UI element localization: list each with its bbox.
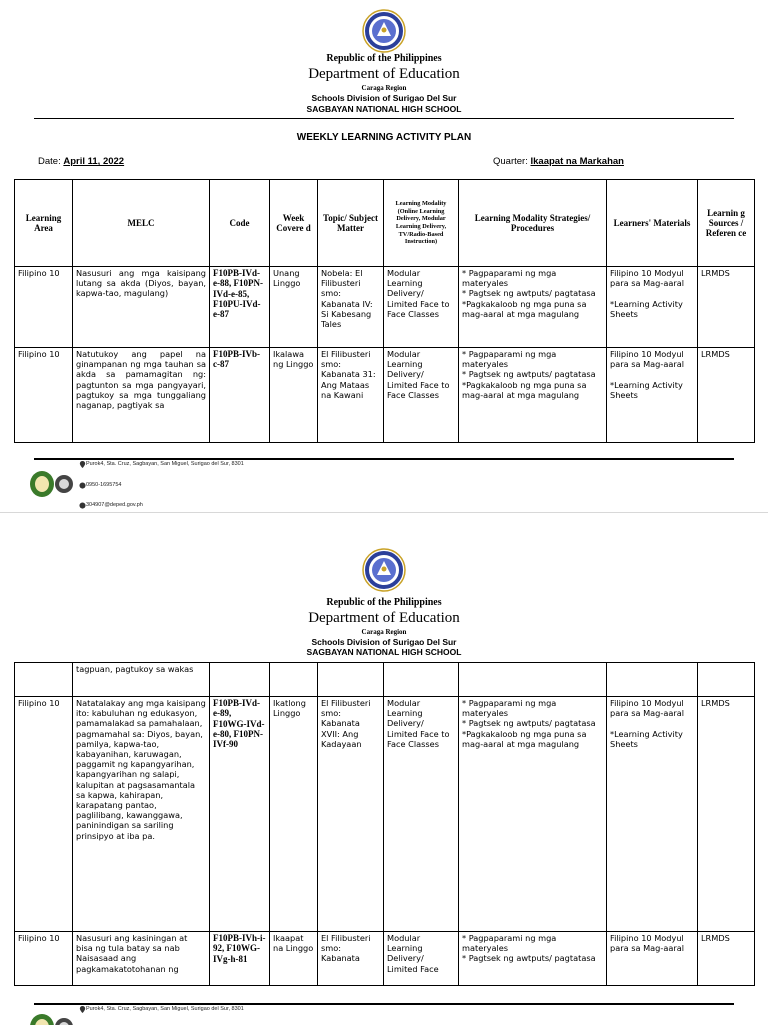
date-value: April 11, 2022 bbox=[63, 156, 125, 167]
cell-materials: Filipino 10 Modyul para sa Mag-aaral *Learning Activity Sheets bbox=[607, 348, 698, 443]
cell-topic: Nobela: El Filibusteri smo: Kabanata IV: Si Kabesang Tales bbox=[318, 267, 384, 348]
date-label: Date: bbox=[38, 156, 61, 167]
deped-seal-icon bbox=[356, 8, 412, 54]
footer-rule bbox=[34, 1003, 734, 1005]
division-heading: Schools Division of Surigao Del Sur bbox=[311, 637, 457, 647]
col-topic: Topic/ Subject Matter bbox=[318, 180, 384, 267]
table-row bbox=[15, 267, 755, 348]
cell-strategies bbox=[459, 663, 607, 697]
plan-title: WEEKLY LEARNING ACTIVITY PLAN bbox=[296, 132, 472, 143]
region-heading: Caraga Region bbox=[361, 628, 407, 636]
col-code: Code bbox=[210, 180, 270, 267]
cell-modality: Modular Learning Delivery/ Limited Face to Face Classes bbox=[384, 697, 459, 932]
table-row bbox=[15, 697, 755, 932]
cell-strategies: * Pagpaparami ng mga materyales * Pagtsek ng awtputs/ pagtatasa *Pagkakaloob ng mga puna sa mag-aaral at mga magulang bbox=[459, 348, 607, 443]
cell-topic: El Filibusteri smo: Kabanata 31: Ang Mataas na Kawani bbox=[318, 348, 384, 443]
cell-week: Ikaapat na Linggo bbox=[270, 932, 318, 986]
cell-melc: Natutukoy ang papel na ginampanan ng mga tauhan sa akda sa pamamagitan ng: pagtunton sa mga pangyayari, pagtukoy sa mga tunggaliang naganap, pagtiyak sa bbox=[73, 348, 210, 443]
header-rule bbox=[34, 118, 734, 119]
cell-materials: Filipino 10 Modyul para sa Mag-aaral *Learning Activity Sheets bbox=[607, 697, 698, 932]
table-header-row bbox=[15, 180, 755, 267]
republic-heading: Republic of the Philippines bbox=[326, 53, 442, 64]
cell-week: Ikatlong Linggo bbox=[270, 697, 318, 932]
cell-area: Filipino 10 bbox=[15, 697, 73, 932]
col-week: Week Covere d bbox=[270, 180, 318, 267]
cell-topic: El Filibusteri smo: Kabanata XVII: Ang Kadayaan bbox=[318, 697, 384, 932]
footer-rule bbox=[34, 458, 734, 460]
page-2 bbox=[0, 512, 768, 1025]
email-icon bbox=[79, 502, 86, 509]
school-heading: SAGBAYAN NATIONAL HIGH SCHOOL bbox=[306, 647, 462, 657]
cell-week bbox=[270, 663, 318, 697]
cell-code: F10PB-IVh-i-92, F10WG-IVg-h-81 bbox=[210, 932, 270, 986]
region-heading: Caraga Region bbox=[361, 84, 407, 92]
cell-code: F10PB-IVd-e-89, F10WG-IVd-e-80, F10PN-IVf-90 bbox=[210, 697, 270, 932]
footer-email: 304907@deped.gov.ph bbox=[86, 502, 143, 508]
division-heading: Schools Division of Surigao Del Sur bbox=[311, 93, 457, 103]
col-materials: Learners' Materials bbox=[607, 180, 698, 267]
footer-address: Purok4, Sta. Cruz, Sagbayan, San Miguel, Surigao del Sur, 8301 bbox=[86, 1006, 244, 1012]
cell-area: Filipino 10 bbox=[15, 348, 73, 443]
school-heading: SAGBAYAN NATIONAL HIGH SCHOOL bbox=[306, 104, 462, 114]
location-icon bbox=[79, 461, 86, 468]
date-line bbox=[38, 156, 124, 167]
cell-week: Ikalawa ng Linggo bbox=[270, 348, 318, 443]
quarter-label: Quarter: bbox=[493, 156, 528, 167]
cell-area: Filipino 10 bbox=[15, 267, 73, 348]
deped-seal-icon bbox=[356, 547, 412, 593]
cell-modality bbox=[384, 663, 459, 697]
location-icon bbox=[79, 1006, 86, 1013]
cell-code: F10PB-IVb-c-87 bbox=[210, 348, 270, 443]
cell-melc: Natatalakay ang mga kaisipang ito: kabuluhan ng edukasyon, pamamalakad sa pamahalaan, pagmamahal sa: Diyos, bayan, pamilya, kapwa-tao, kabayanihan, karuwagan, paggamit ng kapangyarihan, kapangyarihan ng salapi, kalupitan at pagsasamantala sa kapwa, kahirapan, karapatang pantao, paglilibang, kawanggawa, paninindigan sa sariling prinsipyo at iba pa. bbox=[73, 697, 210, 932]
col-strategies: Learning Modality Strategies/ Procedures bbox=[459, 180, 607, 267]
cell-materials bbox=[607, 663, 698, 697]
cell-modality: Modular Learning Delivery/ Limited Face to Face Classes bbox=[384, 348, 459, 443]
col-sources: Learnin g Sources / Referen ce bbox=[698, 180, 755, 267]
cell-topic bbox=[318, 663, 384, 697]
cell-sources bbox=[698, 663, 755, 697]
cell-modality: Modular Learning Delivery/ Limited Face to Face Classes bbox=[384, 267, 459, 348]
page-footer bbox=[0, 1003, 768, 1025]
cell-materials: Filipino 10 Modyul para sa Mag-aaral *Learning Activity Sheets bbox=[607, 267, 698, 348]
quarter-value: Ikaapat na Markahan bbox=[530, 156, 624, 167]
phone-icon bbox=[79, 482, 86, 489]
cell-strategies: * Pagpaparami ng mga materyales * Pagtsek ng awtputs/ pagtatasa *Pagkakaloob ng mga puna sa mag-aaral at mga magulang bbox=[459, 697, 607, 932]
cell-melc: tagpuan, pagtukoy sa wakas bbox=[73, 663, 210, 697]
activity-table bbox=[14, 179, 755, 443]
activity-table-continued bbox=[14, 662, 755, 986]
cell-sources: LRMDS bbox=[698, 932, 755, 986]
cell-modality: Modular Learning Delivery/ Limited Face bbox=[384, 932, 459, 986]
col-modality: Learning Modality (Online Learning Delivery, Modular Learning Delivery, TV/Radio-Based Instruction) bbox=[384, 180, 459, 267]
col-learning-area: Learning Area bbox=[15, 180, 73, 267]
table-row bbox=[15, 932, 755, 986]
department-heading: Department of Education bbox=[308, 610, 460, 626]
cell-code bbox=[210, 663, 270, 697]
cell-area: Filipino 10 bbox=[15, 932, 73, 986]
cell-sources: LRMDS bbox=[698, 267, 755, 348]
cell-sources: LRMDS bbox=[698, 348, 755, 443]
cell-week: Unang Linggo bbox=[270, 267, 318, 348]
cell-melc: Nasusuri ang mga kaisipang lutang sa akda (Diyos, bayan, kapwa-tao, magulang) bbox=[73, 267, 210, 348]
cell-area bbox=[15, 663, 73, 697]
col-melc: MELC bbox=[73, 180, 210, 267]
cell-topic: El Filibusteri smo: Kabanata bbox=[318, 932, 384, 986]
footer-address: Purok4, Sta. Cruz, Sagbayan, San Miguel, Surigao del Sur, 8301 bbox=[86, 461, 244, 467]
table-row-continued bbox=[15, 663, 755, 697]
cell-sources: LRMDS bbox=[698, 697, 755, 932]
cell-strategies: * Pagpaparami ng mga materyales * Pagtsek ng awtputs/ pagtatasa bbox=[459, 932, 607, 986]
page-1 bbox=[0, 0, 768, 512]
school-logos-icon bbox=[28, 468, 76, 500]
cell-strategies: * Pagpaparami ng mga materyales * Pagtsek ng awtputs/ pagtatasa *Pagkakaloob ng mga puna sa mag-aaral at mga magulang bbox=[459, 267, 607, 348]
department-heading: Department of Education bbox=[308, 66, 460, 82]
cell-materials: Filipino 10 Modyul para sa Mag-aaral bbox=[607, 932, 698, 986]
cell-melc: Nasusuri ang kasiningan at bisa ng tula batay sa nab Naisasaad ang pagkamakatotohanan ng bbox=[73, 932, 210, 986]
quarter-line bbox=[493, 156, 624, 167]
footer-phone: 0950-1695754 bbox=[86, 482, 122, 488]
republic-heading: Republic of the Philippines bbox=[326, 597, 442, 608]
table-row bbox=[15, 348, 755, 443]
school-logos-icon bbox=[28, 1011, 76, 1025]
cell-code: F10PB-IVd-e-88, F10PN-IVd-e-85, F10PU-IVd-e-87 bbox=[210, 267, 270, 348]
